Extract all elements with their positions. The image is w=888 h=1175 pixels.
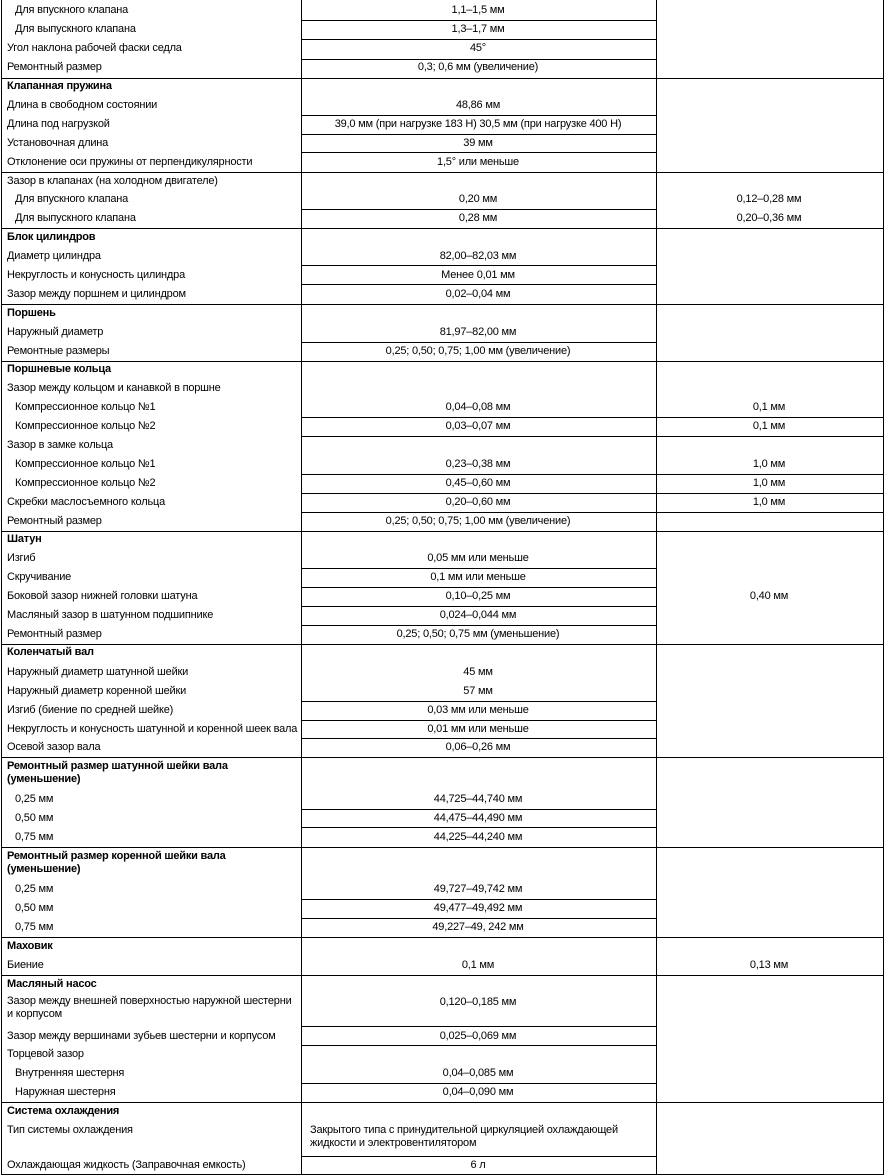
- row-rule: [301, 436, 656, 437]
- row-rule: [301, 209, 656, 210]
- row-rule: [301, 809, 656, 810]
- nominal-value: 44,225–44,240 мм: [433, 831, 523, 843]
- row-rule: [301, 284, 656, 285]
- row-label: Угол наклона рабочей фаски седла: [7, 42, 182, 54]
- row-label: Зазор между внешней поверхностью наружной шестерни и корпусом: [7, 995, 292, 1020]
- row-rule: [301, 152, 656, 153]
- row-rule: [301, 568, 656, 569]
- nominal-value: 0,23–0,38 мм: [445, 458, 511, 470]
- row-label: Осевой зазор вала: [7, 741, 101, 753]
- row-rule: [301, 625, 656, 626]
- limit-value: 0,20–0,36 мм: [736, 212, 802, 224]
- section-title: Поршень: [7, 307, 56, 319]
- section-title: Масляный насос: [7, 978, 97, 990]
- row-rule: [301, 265, 656, 266]
- row-label: Изгиб (биение по средней шейке): [7, 704, 174, 716]
- row-label: Некруглость и конусность цилиндра: [7, 269, 185, 281]
- row-rule: [301, 738, 656, 739]
- row-label: Зазор в клапанах (на холодном двигателе): [7, 175, 218, 187]
- nominal-value: 0,20–0,60 мм: [445, 496, 511, 508]
- nominal-value: 57 мм: [463, 685, 493, 697]
- row-rule: [301, 115, 656, 116]
- group-separator: [1, 228, 884, 229]
- nominal-value: 39,0 мм (при нагрузке 183 Н) 30,5 мм (при нагрузке 400 Н): [334, 118, 622, 130]
- nominal-value: 0,1 мм или меньше: [430, 571, 526, 583]
- row-label: Зазор между вершинами зубьев шестерни и корпусом: [7, 1030, 276, 1042]
- row-label: Длина в свободном состоянии: [7, 99, 158, 111]
- group-separator: [1, 937, 884, 938]
- limit-value: 1,0 мм: [752, 458, 786, 470]
- row-label: Масляный зазор в шатунном подшипнике: [7, 609, 214, 621]
- row-rule: [656, 512, 883, 513]
- row-rule: [301, 1156, 656, 1157]
- nominal-value: 0,25; 0,50; 0,75; 1,00 мм (увеличение): [385, 345, 571, 357]
- nominal-value: 81,97–82,00 мм: [439, 326, 517, 338]
- row-rule: [656, 493, 883, 494]
- nominal-value: 0,25; 0,50; 0,75 мм (уменьшение): [396, 628, 560, 640]
- row-label: Скребки маслосъемного кольца: [7, 496, 165, 508]
- row-label: Установочная длина: [7, 137, 109, 149]
- row-label: Для впускного клапана: [15, 193, 129, 205]
- row-rule: [301, 493, 656, 494]
- row-label: Ремонтный размер: [7, 61, 102, 73]
- row-rule: [301, 342, 656, 343]
- row-label: 0,50 мм: [15, 812, 54, 824]
- row-rule: [656, 474, 883, 475]
- nominal-value: 39 мм: [463, 137, 493, 149]
- row-rule: [656, 417, 883, 418]
- nominal-value: 0,06–0,26 мм: [445, 741, 511, 753]
- nominal-value: 1,1–1,5 мм: [451, 4, 505, 16]
- nominal-value: 6 л: [470, 1159, 486, 1171]
- limit-value: 0,40 мм: [749, 590, 789, 602]
- row-rule: [301, 606, 656, 607]
- group-separator: [1, 975, 884, 976]
- row-label: Охлаждающая жидкость (Заправочная емкость): [7, 1159, 246, 1171]
- row-label: Для впускного клапана: [15, 4, 129, 16]
- table-border-left: [1, 0, 2, 1175]
- row-rule: [301, 417, 656, 418]
- nominal-value: 0,28 мм: [458, 212, 498, 224]
- row-label: Для выпускного клапана: [15, 212, 136, 224]
- row-label: Наружный диаметр: [7, 326, 104, 338]
- row-label: Ремонтный размер: [7, 515, 102, 527]
- row-label: 0,25 мм: [15, 793, 54, 805]
- nominal-value: 48,86 мм: [455, 99, 501, 111]
- row-label: 0,50 мм: [15, 902, 54, 914]
- nominal-value: 0,01 мм или меньше: [427, 723, 529, 735]
- group-separator: [1, 361, 884, 362]
- group-separator: [1, 531, 884, 532]
- group-separator: [1, 78, 884, 79]
- section-title: Маховик: [7, 940, 53, 952]
- table-border-right: [883, 0, 884, 1175]
- nominal-value: 0,04–0,08 мм: [445, 401, 511, 413]
- nominal-value: 0,03–0,07 мм: [445, 420, 511, 432]
- row-label: Ремонтные размеры: [7, 345, 110, 357]
- row-label: Ремонтный размер: [7, 628, 102, 640]
- section-title: Клапанная пружина: [7, 80, 112, 92]
- row-label: Наружная шестерня: [15, 1086, 116, 1098]
- group-separator: [1, 172, 884, 173]
- row-rule: [301, 59, 656, 60]
- row-label: Торцевой зазор: [7, 1048, 84, 1060]
- section-title: Ремонтный размер коренной шейки вала (уменьшение): [7, 850, 226, 875]
- row-rule: [301, 918, 656, 919]
- row-label: Отклонение оси пружины от перпендикулярности: [7, 156, 253, 168]
- section-title: Ремонтный размер шатунной шейки вала (уменьшение): [7, 760, 228, 785]
- row-rule: [301, 474, 656, 475]
- nominal-value: 0,1 мм: [461, 959, 495, 971]
- group-separator: [1, 1102, 884, 1103]
- group-separator: [1, 847, 884, 848]
- row-rule: [301, 134, 656, 135]
- nominal-value: 0,02–0,04 мм: [445, 288, 511, 300]
- nominal-value: 82,00–82,03 мм: [439, 250, 517, 262]
- row-rule: [301, 827, 656, 828]
- nominal-value: 0,45–0,60 мм: [445, 477, 511, 489]
- row-label: Биение: [7, 959, 44, 971]
- row-rule: [301, 1026, 656, 1027]
- group-separator: [1, 304, 884, 305]
- nominal-value: Менее 0,01 мм: [441, 269, 515, 281]
- section-title: Поршневые кольца: [7, 363, 111, 375]
- nominal-value: 49,227–49, 242 мм: [432, 921, 524, 933]
- nominal-value: 49,727–49,742 мм: [433, 883, 523, 895]
- section-title: Блок цилиндров: [7, 231, 96, 243]
- nominal-value: 1,3–1,7 мм: [451, 23, 505, 35]
- limit-value: 0,1 мм: [752, 401, 786, 413]
- row-rule: [301, 701, 656, 702]
- nominal-value: 44,725–44,740 мм: [433, 793, 523, 805]
- row-rule: [301, 587, 656, 588]
- row-label: Компрессионное кольцо №1: [15, 458, 156, 470]
- row-rule: [301, 1045, 656, 1046]
- row-label: Зазор между кольцом и канавкой в поршне: [7, 382, 221, 394]
- row-label: 0,75 мм: [15, 921, 54, 933]
- row-label: 0,25 мм: [15, 883, 54, 895]
- row-label: Боковой зазор нижней головки шатуна: [7, 590, 198, 602]
- row-label: Тип системы охлаждения: [7, 1124, 133, 1136]
- row-label: Зазор между поршнем и цилиндром: [7, 288, 186, 300]
- section-title: Коленчатый вал: [7, 646, 94, 658]
- nominal-value: 0,04–0,085 мм: [442, 1067, 514, 1079]
- section-title: Система охлаждения: [7, 1105, 120, 1117]
- row-label: 0,75 мм: [15, 831, 54, 843]
- nominal-value: 45 мм: [463, 666, 493, 678]
- row-label: Зазор в замке кольца: [7, 439, 113, 451]
- limit-value: 0,12–0,28 мм: [736, 193, 802, 205]
- nominal-value: 0,05 мм или меньше: [427, 552, 529, 564]
- row-label: Изгиб: [7, 552, 36, 564]
- row-label: Наружный диаметр шатунной шейки: [7, 666, 189, 678]
- column-divider-2: [656, 0, 657, 1175]
- row-rule: [301, 512, 656, 513]
- limit-value: 0,13 мм: [749, 959, 789, 971]
- row-label: Компрессионное кольцо №2: [15, 477, 156, 489]
- row-label: Диаметр цилиндра: [7, 250, 101, 262]
- nominal-value: 0,25; 0,50; 0,75; 1,00 мм (увеличение): [385, 515, 571, 527]
- nominal-value: Закрытого типа с принудительной циркуляцией охлаждающей жидкости и электровентилятором: [310, 1124, 618, 1149]
- row-label: Для выпускного клапана: [15, 23, 136, 35]
- group-separator: [1, 757, 884, 758]
- row-label: Наружный диаметр коренной шейки: [7, 685, 187, 697]
- limit-value: 1,0 мм: [752, 477, 786, 489]
- nominal-value: 0,025–0,069 мм: [439, 1030, 517, 1042]
- nominal-value: 0,120–0,185 мм: [439, 996, 517, 1008]
- row-rule: [301, 899, 656, 900]
- group-separator: [1, 644, 884, 645]
- row-rule: [301, 20, 656, 21]
- section-title: Шатун: [7, 533, 42, 545]
- row-rule: [656, 436, 883, 437]
- nominal-value: 49,477–49,492 мм: [433, 902, 523, 914]
- nominal-value: 0,20 мм: [458, 193, 498, 205]
- limit-value: 0,1 мм: [752, 420, 786, 432]
- nominal-value: 44,475–44,490 мм: [433, 812, 523, 824]
- row-rule: [301, 720, 656, 721]
- nominal-value: 0,04–0,090 мм: [442, 1086, 514, 1098]
- row-rule: [301, 1083, 656, 1084]
- nominal-value: 0,10–0,25 мм: [445, 590, 511, 602]
- row-label: Скручивание: [7, 571, 72, 583]
- row-label: Внутренняя шестерня: [15, 1067, 125, 1079]
- nominal-value: 0,3; 0,6 мм (увеличение): [417, 61, 539, 73]
- row-rule: [301, 39, 656, 40]
- limit-value: 1,0 мм: [752, 496, 786, 508]
- row-label: Компрессионное кольцо №1: [15, 401, 156, 413]
- nominal-value: 0,03 мм или меньше: [427, 704, 529, 716]
- nominal-value: 1,5° или меньше: [437, 156, 519, 168]
- row-label: Некруглость и конусность шатунной и коренной шеек вала: [7, 723, 298, 735]
- row-label: Длина под нагрузкой: [7, 118, 110, 130]
- nominal-value: 0,024–0,044 мм: [439, 609, 517, 621]
- row-label: Компрессионное кольцо №2: [15, 420, 156, 432]
- nominal-value: 45°: [469, 42, 487, 54]
